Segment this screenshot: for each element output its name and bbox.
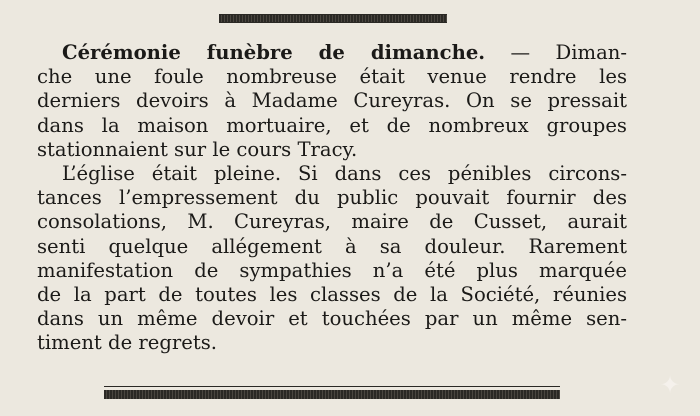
article-line-1 (37, 41, 627, 65)
article-line-2: che une foule nombreuse était venue rendre les (37, 65, 627, 89)
article-line-10: manifestation de sympathies n’a été plus marquée (37, 258, 627, 282)
article-body (37, 41, 627, 356)
article-line-11: de la part de toutes les classes de la Société, réunies (37, 283, 627, 307)
title-suffix: — Diman- (485, 41, 628, 64)
article-title: Cérémonie funèbre de dimanche. (62, 41, 486, 64)
article-line-5: stationnaient sur le cours Tracy. (37, 137, 358, 161)
article-line-4: dans la maison mortuaire, et de nombreux groupes (37, 113, 627, 137)
article-line-12: dans un même devoir et touchées par un même sen- (37, 307, 627, 331)
bottom-decorative-rule (104, 386, 560, 399)
bottom-rule-thick-line (104, 390, 560, 399)
article-line-9: senti quelque allégement à sa douleur. Rarement (37, 234, 627, 258)
article-line-6: L’église était pleine. Si dans ces pénibles circons- (62, 162, 627, 186)
article-line-7: tances l’empressement du public pouvait fournir des (37, 186, 627, 210)
article-line-3: derniers devoirs à Madame Cureyras. On se pressait (37, 89, 627, 113)
sparkle-icon: ✦ (659, 371, 681, 399)
article-line-13: timent de regrets. (37, 331, 218, 355)
top-decorative-rule (219, 14, 447, 23)
article-line-8: consolations, M. Cureyras, maire de Cusset, aurait (37, 210, 627, 234)
bottom-rule-thin-line (104, 386, 560, 387)
